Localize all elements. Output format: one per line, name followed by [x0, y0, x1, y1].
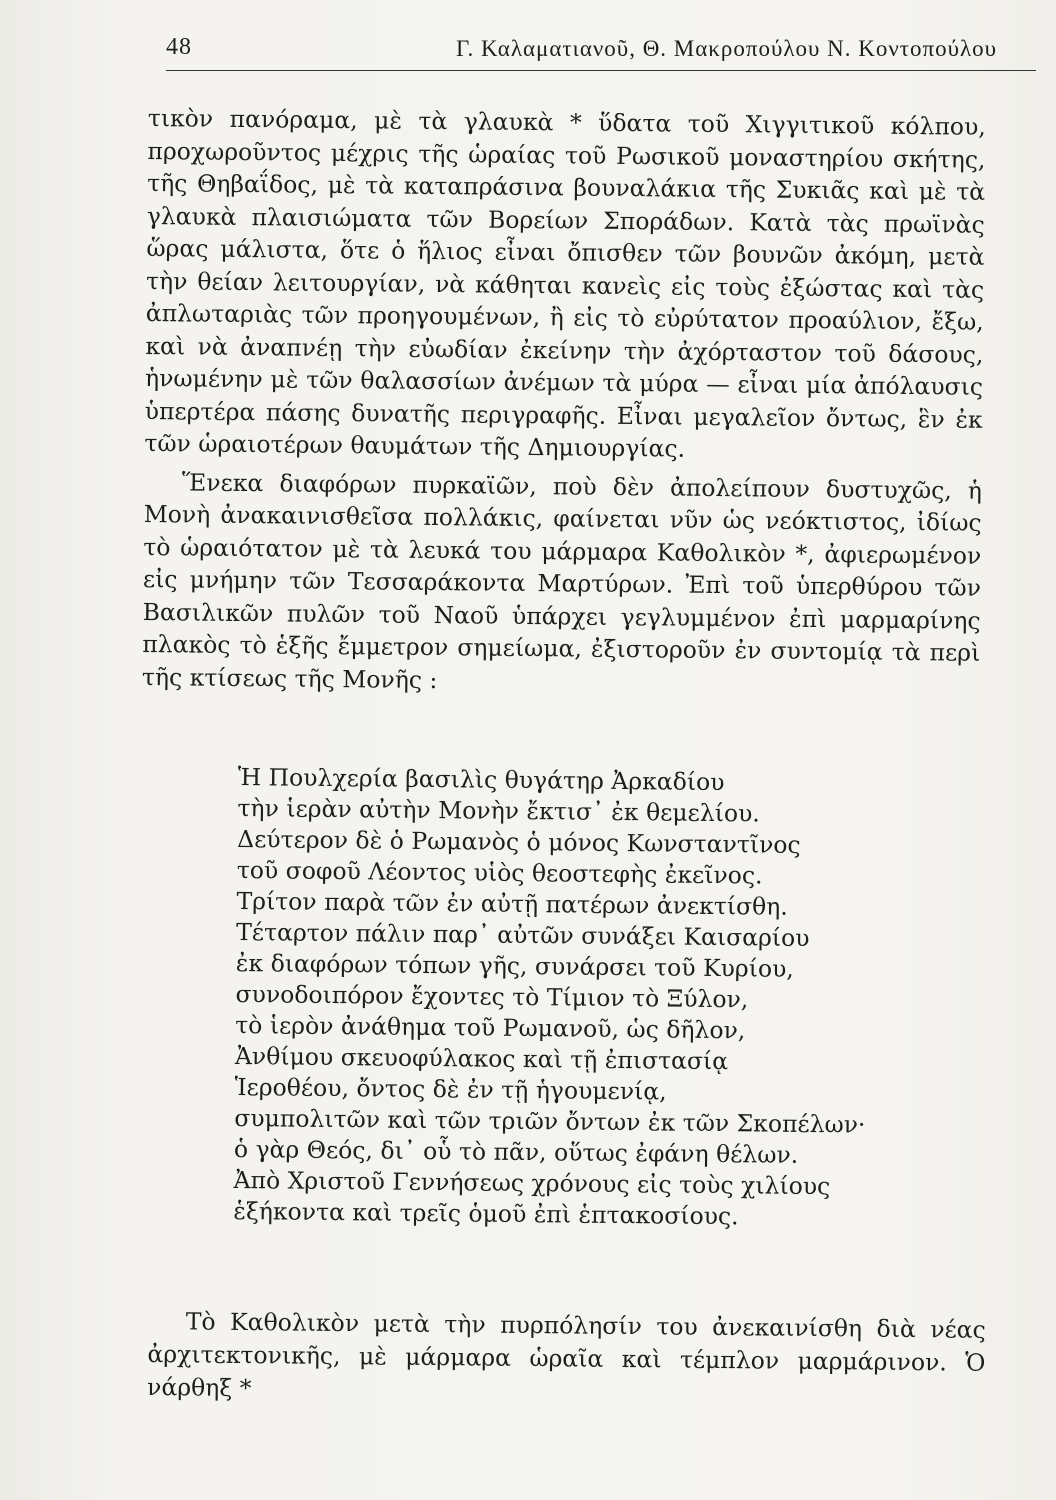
header-rule	[166, 70, 1036, 71]
poem-line: Ἡ Πουλχερία βασιλὶς θυγάτηρ Ἀρκαδίου	[237, 762, 725, 797]
body-text	[142, 102, 986, 702]
poem-line: ὁ γὰρ Θεός, δι᾽ οὗ τὸ πᾶν, οὕτως ἐφάνη θέλων.	[233, 1134, 799, 1169]
poem-line: ἐκ διαφόρων τόπων γῆς, συνάρσει τοῦ Κυρίου,	[235, 948, 794, 983]
poem-line: Ἀνθίμου σκευοφύλακος καὶ τῇ ἐπιστασίᾳ	[234, 1041, 729, 1076]
inscription-poem	[233, 762, 938, 1234]
poem-line: συμπολιτῶν καὶ τῶν τριῶν ὄντων ἐκ τῶν Σκοπέλων·	[234, 1103, 866, 1139]
poem-line: ἑξήκοντα καὶ τρεῖς ὁμοῦ ἐπὶ ἑπτακοσίους.	[233, 1196, 739, 1231]
poem-line: τοῦ σοφοῦ Λέοντος υἱὸς θεοστεφὴς ἐκεῖνος.	[236, 855, 763, 890]
running-head: Γ. Καλαματιανοῦ, Θ. Μακροπούλου Ν. Κοντοπούλου	[456, 36, 998, 61]
poem-line: Ἀπὸ Χριστοῦ Γεννήσεως χρόνους εἰς τοὺς χιλίους	[233, 1165, 831, 1201]
paragraph-2: Ἕνεκα διαφόρων πυρκαϊῶν, ποὺ δὲν ἀπολείπουν δυστυχῶς, ἡ Μονὴ ἀνακαινισθεῖσα πολλάκις, φαίνεται νῦν ὡς νεόκτιστος, ἰδίως τὸ ὡραιότατον μὲ τὰ λευκά του μάρμαρα Καθολικὸν *, ἀφιερωμένον εἰς μνήμην τῶν Τεσσαράκοντα Μαρτύρων. Ἐπὶ τοῦ ὑπερθύρου τῶν Βασιλικῶν πυλῶν τοῦ Ναοῦ ὑπάρχει γεγλυμμένον ἐπὶ μαρμαρίνης πλακὸς τὸ ἑξῆς ἔμμετρον σημείωμα, ἐξιστοροῦν ἐν συντομίᾳ τὰ περὶ τῆς κτίσεως τῆς Μονῆς :	[141, 467, 983, 694]
poem-line: Δεύτερον δὲ ὁ Ρωμανὸς ὁ μόνος Κωνσταντῖνος	[237, 824, 801, 859]
poem-line: συνοδοιπόρον ἔχοντες τὸ Τίμιον τὸ Ξύλον,	[235, 979, 749, 1014]
poem-line: Τέταρτον πάλιν παρ᾽ αὐτῶν συνάξει Καισαρίου	[236, 917, 810, 952]
page-number: 48	[166, 34, 192, 60]
poem-line: τὴν ἱερὰν αὐτὴν Μονὴν ἔκτισ᾽ ἐκ θεμελίου.	[237, 793, 760, 828]
paragraph-3: Τὸ Καθολικὸν μετὰ τὴν πυρπόλησίν του ἀνεκαινίσθη διὰ νέας ἀρχιτεκτονικῆς, μὲ μάρμαρα ὡραῖα καὶ τέμπλον μαρμάρινον. Ὁ νάρθηξ *	[146, 1307, 986, 1403]
poem-line: Τρίτον παρὰ τῶν ἐν αὐτῇ πατέρων ἀνεκτίσθη.	[236, 886, 788, 921]
paragraph-1: τικὸν πανόραμα, μὲ τὰ γλαυκὰ * ὕδατα τοῦ Χιγγιτικοῦ κόλπου, προχωροῦντος μέχρις τῆς ὡραίας τοῦ Ρωσικοῦ μοναστηρίου σκήτης, τῆς Θηβαΐδος, μὲ τὰ καταπράσινα βουναλάκια τῆς Συκιᾶς καὶ μὲ τὰ γλαυκὰ πλαισιώματα τῶν Βορείων Σποράδων. Κατὰ τὰς πρωϊνὰς ὥρας μάλιστα, ὅτε ὁ ἥλιος εἶναι ὄπισθεν τῶν βουνῶν ἀκόμη, μετὰ τὴν θείαν λειτουργίαν, νὰ κάθηται κανεὶς εἰς τοὺς ἐξώστας καὶ τὰς ἀπλωταριὰς τῶν προηγουμένων, ἢ εἰς τὸ εὐρύτατον προαύλιον, ἔξω, καὶ νὰ ἀναπνέῃ τὴν εὐωδίαν ἐκείνην τὴν ἀχόρταστον τοῦ δάσους, ἡνωμένην μὲ τῶν θαλασσίων ἀνέμων τὰ μύρα — εἶναι μία ἀπόλαυσις ὑπερτέρα πάσης δυνατῆς περιγραφῆς. Εἶναι μεγαλεῖον ὄντως, ἓν ἐκ τῶν ὡραιοτέρων θαυμάτων τῆς Δημιουργίας.	[144, 103, 986, 463]
closing-paragraph	[147, 1305, 986, 1413]
poem-line: Ἱεροθέου, ὄντος δὲ ἐν τῇ ἡγουμενίᾳ,	[234, 1072, 667, 1106]
poem-line: τὸ ἱερὸν ἀνάθημα τοῦ Ρωμανοῦ, ὡς δῆλον,	[235, 1010, 746, 1045]
page-header	[166, 30, 1046, 70]
